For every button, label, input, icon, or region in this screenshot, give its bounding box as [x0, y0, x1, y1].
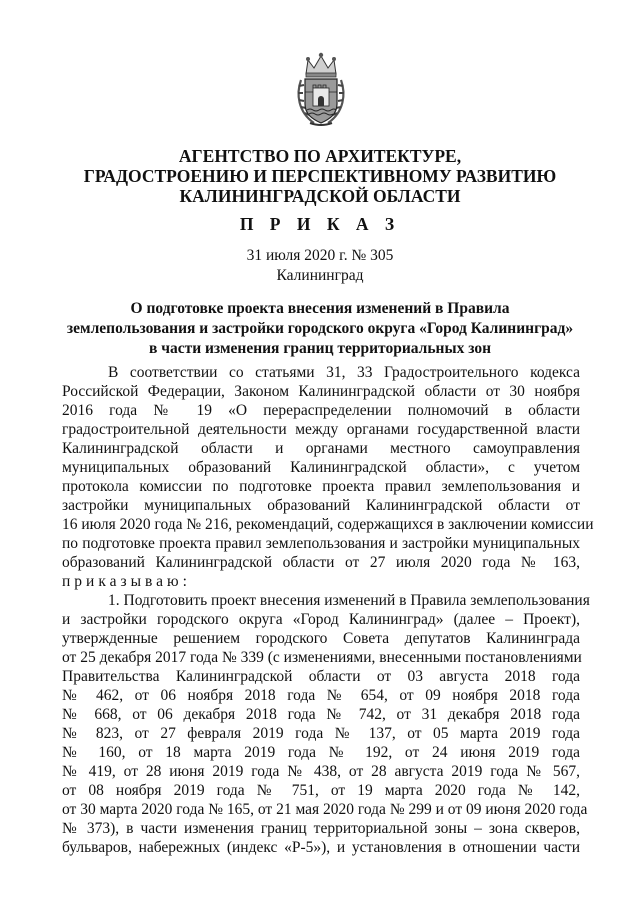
subject-line: О подготовке проекта внесения изменений в Правила: [130, 300, 510, 317]
body-line: градостроительной деятельности между органами государственной власти: [62, 421, 580, 438]
body-line: № 419, от 28 июня 2019 года № 438, от 28 августа 2019 года № 567,: [62, 763, 580, 780]
document-type-title: П Р И К А З: [239, 214, 401, 234]
agency-line: ГРАДОСТРОЕНИЮ И ПЕРСПЕКТИВНОМУ РАЗВИТИЮ: [83, 166, 557, 186]
body-line: бульваров, набережных (индекс «Р-5»), и установления в отношении части: [62, 839, 580, 856]
subject-line: в части изменения границ территориальных зон: [148, 340, 492, 357]
body-line: по подготовке проекта правил землепользования и застройки муниципальных: [62, 535, 580, 552]
body-line: образований Калининградской области от 27 июля 2020 года № 163,: [62, 554, 580, 571]
body-line: Правительства Калининградской области от 03 августа 2018 года: [62, 668, 580, 685]
body-line: № 160, от 18 марта 2019 года № 192, от 24 июня 2019 года: [62, 744, 580, 761]
body-line: № 823, от 27 февраля 2019 года № 137, от 05 марта 2019 года: [62, 725, 580, 742]
document-meta: [60, 246, 580, 286]
body-line: и застройки городского округа «Город Калининград» (далее – Проект),: [62, 611, 580, 628]
body-line: № 462, от 06 ноября 2018 года № 654, от 09 ноября 2018 года: [62, 687, 580, 704]
document-subject: [60, 299, 580, 359]
body-line: 2016 года № 19 «О перераспределении полномочий в области: [62, 402, 580, 419]
body-line: застройки муниципальных образований Калининградской области от: [62, 497, 580, 514]
body-line: В соответствии со статьями 31, 33 Градостроительного кодекса: [108, 364, 580, 381]
order-word: приказываю:: [62, 573, 191, 590]
document-date-number: 31 июля 2020 г. № 305: [246, 247, 394, 264]
body-line: от 30 марта 2020 года № 165, от 21 мая 2020 года № 299 и от 09 июня 2020 года: [62, 801, 588, 818]
agency-name: [60, 146, 580, 206]
agency-line: КАЛИНИНГРАДСКОЙ ОБЛАСТИ: [179, 186, 461, 206]
body-line: 1. Подготовить проект внесения изменений в Правила землепользования: [108, 592, 590, 609]
subject-line: землепользования и застройки городского округа «Город Калининград»: [66, 320, 574, 337]
document-body: [62, 363, 594, 857]
body-line: № 373), в части изменения границ территориальной зоны – зона скверов,: [62, 820, 580, 837]
body-line: 16 июля 2020 года № 216, рекомендаций, содержащихся в заключении комиссии: [62, 516, 594, 533]
body-line: от 08 ноября 2019 года № 751, от 19 марта 2020 года № 142,: [62, 782, 580, 799]
body-line: Калининградской области и органами местного самоуправления: [62, 440, 580, 457]
body-line: Российской Федерации, Законом Калининградской области от 30 ноября: [62, 383, 580, 400]
body-line: от 25 декабря 2017 года № 339 (с изменениями, внесенными постановлениями: [62, 649, 582, 666]
body-line: № 668, от 06 декабря 2018 года № 742, от 31 декабря 2018 года: [62, 706, 580, 723]
document-city: Калининград: [276, 267, 364, 284]
body-line: муниципальных образований Калининградской области», с учетом: [62, 459, 580, 476]
body-line: протокола комиссии по подготовке проекта правил землепользования и: [62, 478, 580, 495]
coat-of-arms-icon: [294, 52, 348, 128]
agency-line: АГЕНТСТВО ПО АРХИТЕКТУРЕ,: [178, 146, 462, 166]
body-line: утвержденные решением городского Совета депутатов Калининграда: [62, 630, 580, 647]
